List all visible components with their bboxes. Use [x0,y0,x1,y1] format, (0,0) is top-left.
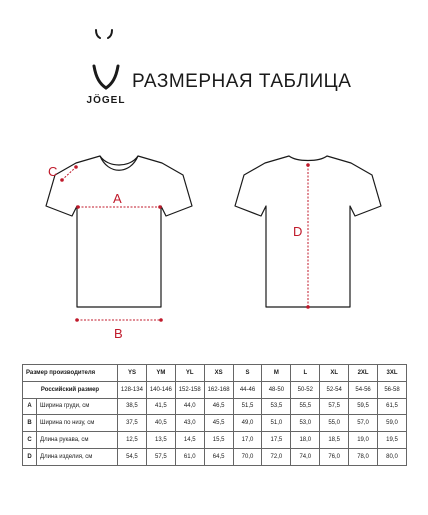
value-cell: 19,5 [378,432,407,449]
measure-row-b [23,415,407,432]
tshirt-diagrams [0,140,428,360]
value-cell: 80,0 [378,448,407,465]
measure-label: Длина изделия, см [37,448,118,465]
value-cell: 55,5 [291,398,320,415]
size-table [22,364,407,466]
ru-size-cell: 50-52 [291,381,320,398]
size-cell: YS [118,365,147,382]
value-cell: 49,0 [233,415,262,432]
ru-size-cell: 152-158 [175,381,204,398]
value-cell: 43,0 [175,415,204,432]
size-cell: 2XL [349,365,378,382]
measure-label: Длина рукава, см [37,432,118,449]
value-cell: 64,5 [204,448,233,465]
value-cell: 54,5 [118,448,147,465]
top-mark-icon [92,28,116,40]
size-cell: 3XL [378,365,407,382]
label-a: A [113,191,122,206]
size-cell: M [262,365,291,382]
value-cell: 74,0 [291,448,320,465]
tshirt-front [46,156,192,322]
value-cell: 51,0 [262,415,291,432]
value-cell: 57,0 [349,415,378,432]
value-cell: 59,0 [378,415,407,432]
value-cell: 46,5 [204,398,233,415]
measure-row-c [23,432,407,449]
measure-label: Ширина по низу, см [37,415,118,432]
value-cell: 37,5 [118,415,147,432]
russian-size-row [23,381,407,398]
manufacturer-size-header: Размер производителя [23,365,118,382]
value-cell: 18,0 [291,432,320,449]
value-cell: 61,5 [378,398,407,415]
ru-size-cell: 48-50 [262,381,291,398]
value-cell: 38,5 [118,398,147,415]
size-cell: L [291,365,320,382]
value-cell: 17,0 [233,432,262,449]
value-cell: 13,5 [146,432,175,449]
tshirt-back [235,156,381,309]
measure-letter: D [23,448,37,465]
measure-label: Ширина груди, см [37,398,118,415]
measure-letter: A [23,398,37,415]
value-cell: 57,5 [146,448,175,465]
value-cell: 14,5 [175,432,204,449]
ru-size-cell: 54-56 [349,381,378,398]
value-cell: 41,5 [146,398,175,415]
value-cell: 15,5 [204,432,233,449]
value-cell: 40,5 [146,415,175,432]
size-cell: XL [320,365,349,382]
value-cell: 57,5 [320,398,349,415]
russian-size-header: Российский размер [23,381,118,398]
label-b: B [114,326,123,341]
value-cell: 19,0 [349,432,378,449]
size-cell: YL [175,365,204,382]
measure-row-d [23,448,407,465]
value-cell: 53,5 [262,398,291,415]
value-cell: 59,5 [349,398,378,415]
ru-size-cell: 52-54 [320,381,349,398]
ru-size-cell: 44-46 [233,381,262,398]
value-cell: 61,0 [175,448,204,465]
value-cell: 44,0 [175,398,204,415]
size-cell: XS [204,365,233,382]
value-cell: 70,0 [233,448,262,465]
value-cell: 51,5 [233,398,262,415]
page-title: РАЗМЕРНАЯ ТАБЛИЦА [132,71,352,92]
measure-letter: C [23,432,37,449]
size-cell: S [233,365,262,382]
manufacturer-size-row [23,365,407,382]
value-cell: 12,5 [118,432,147,449]
label-c: C [48,164,58,179]
ru-size-cell: 128-134 [118,381,147,398]
ru-size-cell: 140-146 [146,381,175,398]
value-cell: 18,5 [320,432,349,449]
value-cell: 76,0 [320,448,349,465]
measure-row-a [23,398,407,415]
measure-letter: B [23,415,37,432]
ru-size-cell: 56-58 [378,381,407,398]
size-cell: YM [146,365,175,382]
value-cell: 17,5 [262,432,291,449]
brand-logo-text: JÖGEL [86,95,126,106]
value-cell: 72,0 [262,448,291,465]
value-cell: 45,5 [204,415,233,432]
value-cell: 78,0 [349,448,378,465]
value-cell: 53,0 [291,415,320,432]
label-d: D [293,224,303,239]
ru-size-cell: 162-168 [204,381,233,398]
value-cell: 55,0 [320,415,349,432]
